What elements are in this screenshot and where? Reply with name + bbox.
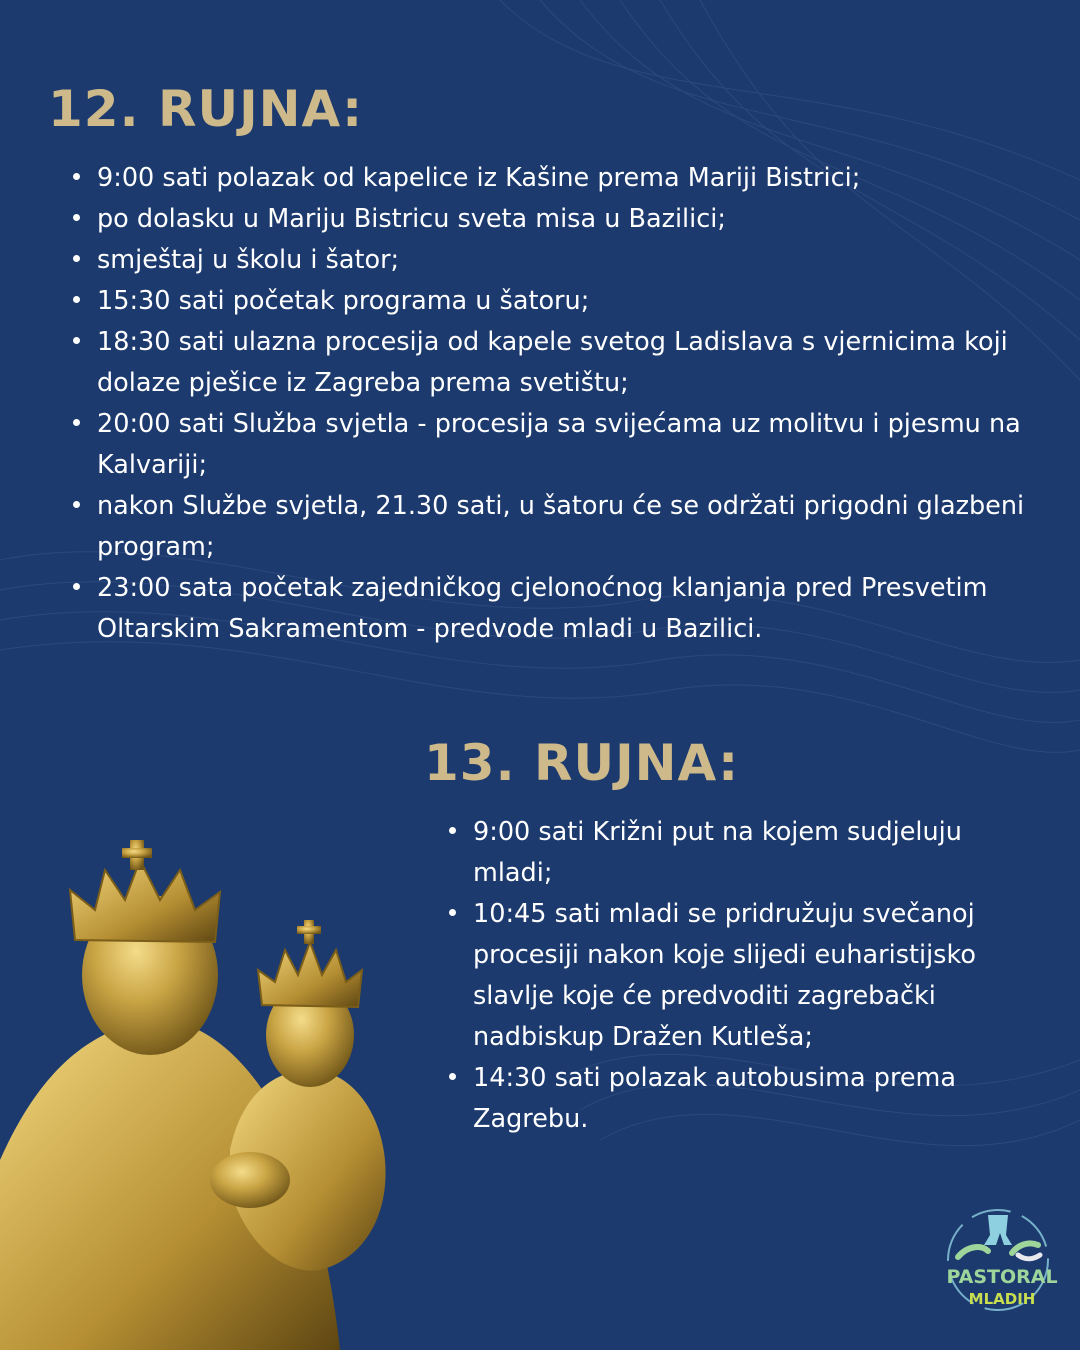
day1-heading: 12. RUJNA:: [48, 80, 364, 138]
logo-text-mladih: MLADIH: [968, 1290, 1036, 1308]
day1-schedule-list: [97, 158, 1042, 650]
list-item: 20:00 sati Služba svjetla - procesija sa svijećama uz molitvu i pjesmu na Kalvariji;: [97, 404, 1042, 486]
logo-text-pastoral: PASTORAL: [946, 1266, 1058, 1288]
list-item: 9:00 sati polazak od kapelice iz Kašine prema Mariji Bistrici;: [97, 158, 1042, 199]
list-item: 14:30 sati polazak autobusima prema Zagrebu.: [473, 1058, 1028, 1140]
golden-madonna-statue-image: [0, 830, 440, 1350]
list-item: po dolasku u Mariju Bistricu sveta misa u Bazilici;: [97, 199, 1042, 240]
list-item: nakon Službe svjetla, 21.30 sati, u šatoru će se održati prigodni glazbeni program;: [97, 486, 1042, 568]
day2-schedule-list: [473, 812, 1028, 1140]
list-item: 15:30 sati početak programa u šatoru;: [97, 281, 1042, 322]
list-item: 9:00 sati Križni put na kojem sudjeluju mladi;: [473, 812, 1028, 894]
list-item: smještaj u školu i šator;: [97, 240, 1042, 281]
list-item: 10:45 sati mladi se pridružuju svečanoj procesiji nakon koje slijedi euharistijsko slavlje koje će predvoditi zagrebački nadbiskup Dražen Kutleša;: [473, 894, 1028, 1058]
list-item: 23:00 sata početak zajedničkog cjelonoćnog klanjanja pred Presvetim Oltarskim Sakramentom - predvode mladi u Bazilici.: [97, 568, 1042, 650]
day2-heading: 13. RUJNA:: [424, 734, 740, 792]
list-item: 18:30 sati ulazna procesija od kapele svetog Ladislava s vjernicima koji dolaze pješice iz Zagreba prema svetištu;: [97, 322, 1042, 404]
